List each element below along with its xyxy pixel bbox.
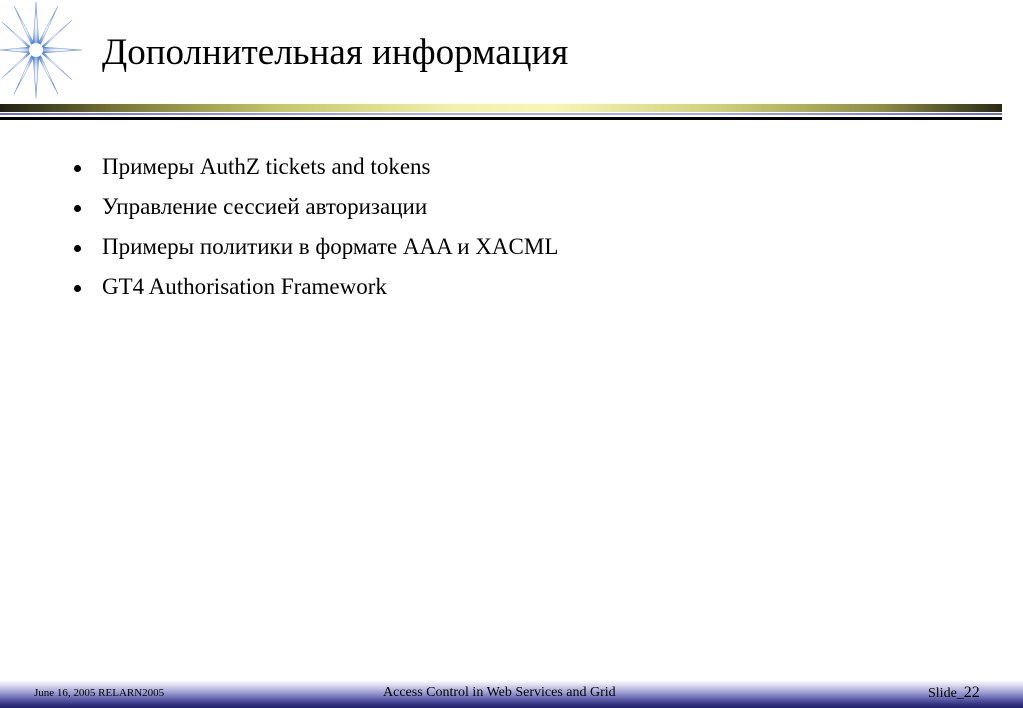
footer-date-event: June 16, 2005 RELARN2005 — [34, 687, 165, 699]
footer-presentation-title: Access Control in Web Services and Grid — [383, 685, 616, 700]
starburst-icon — [0, 0, 84, 104]
title-divider-black — [0, 117, 1002, 120]
list-item — [70, 267, 558, 307]
slide-title: Дополнительная информация — [102, 32, 569, 73]
list-item-text: Примеры политики в формате AAA и XACML — [102, 234, 559, 259]
list-item-text: Примеры AuthZ tickets and tokens — [102, 154, 431, 179]
slide-number: 22 — [963, 684, 980, 701]
title-divider-gradient — [0, 104, 1002, 112]
footer-slide-label — [928, 684, 980, 703]
bullet-dot-icon — [74, 205, 81, 212]
bullet-list — [70, 147, 558, 307]
slide-prefix: Slide_ — [928, 686, 964, 701]
list-item — [70, 147, 558, 187]
list-item-text: GT4 Authorisation Framework — [102, 274, 387, 299]
list-item — [70, 187, 558, 227]
bullet-dot-icon — [74, 285, 81, 292]
list-item — [70, 227, 558, 267]
title-divider-blue — [0, 113, 1002, 115]
list-item-text: Управление сессией авторизации — [102, 194, 428, 219]
bullet-dot-icon — [74, 245, 81, 252]
bullet-dot-icon — [74, 165, 81, 172]
